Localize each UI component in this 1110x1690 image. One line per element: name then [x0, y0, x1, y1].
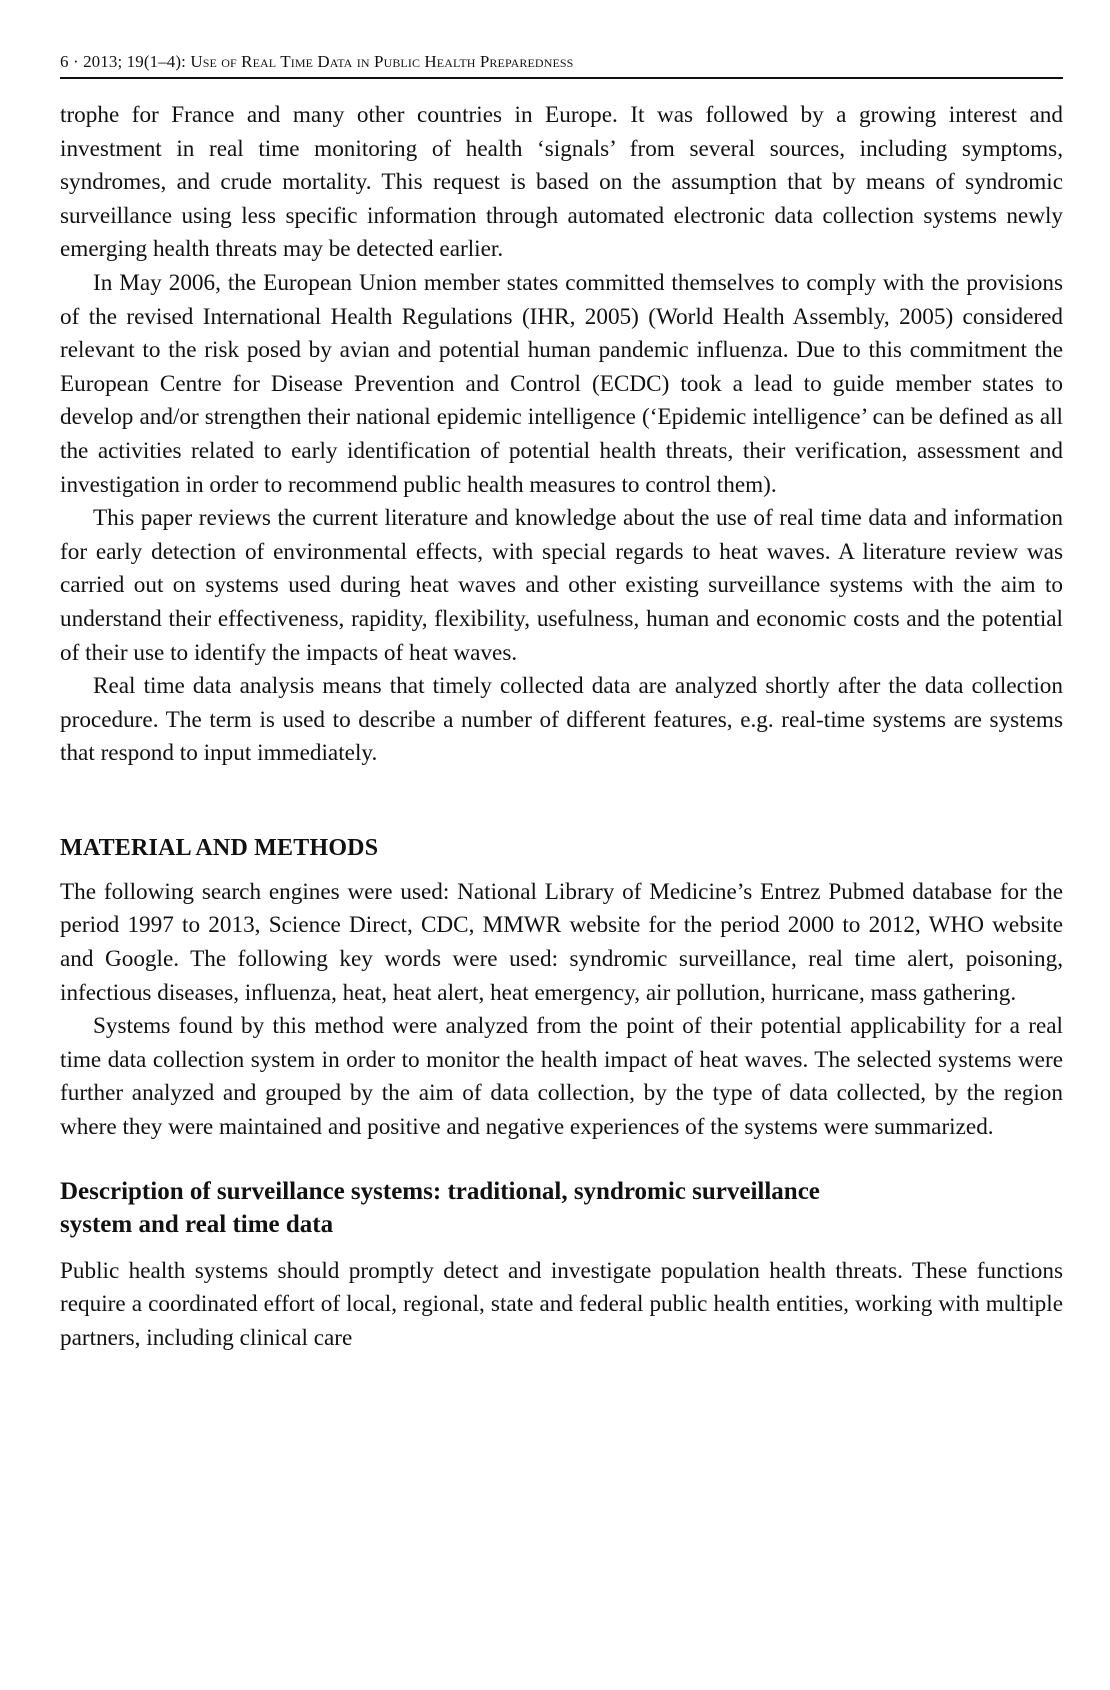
paragraph: The following search engines were used: National Library of Medicine’s Entrez Pubmed database for the period 1997 to 2013, Science Direct, CDC, MMWR website for the period 2000 to 2012, WHO website and Google. The following key words were used: syndromic surveillance, real time alert, poisoning, infectious diseases, influenza, heat, heat alert, heat emergency, air pollution, hurricane, mass gathering. [60, 878, 1063, 1006]
document-page [60, 52, 1063, 1355]
paragraph: This paper reviews the current literature and knowledge about the use of real time data and information for early detection of environmental effects, with special regards to heat waves. A literature review was carried out on systems used during heat waves and other existing surveillance systems with the aim to understand their effectiveness, rapidity, flexibility, usefulness, human and economic costs and the potential of their use to identify the impacts of heat waves. [60, 505, 1063, 666]
paragraph: In May 2006, the European Union member states committed themselves to comply with the provisions of the revised International Health Regulations (IHR, 2005) (World Health Assembly, 2005) considered relevant to the risk posed by avian and potential human pandemic influenza. Due to this commitment the European Centre for Disease Prevention and Control (ECDC) took a lead to guide member states to develop and/or strengthen their national epidemic intelligence (‘Epidemic intelligence’ can be defined as all the activities related to early identification of potential health threats, their verification, assessment and investigation in order to recommend public health measures to control them). [60, 269, 1063, 498]
journal-citation: · 2013; 19(1–4): [68, 52, 191, 71]
paragraph: trophe for France and many other countries in Europe. It was followed by a growing interest and investment in real time monitoring of health ‘signals’ from several sources, including symptoms, syndromes, and crude mortality. This request is based on the assumption that by means of syndromic surveillance using less specific information through automated electronic data collection systems newly emerging health threats may be detected earlier. [60, 102, 1063, 263]
running-title: Use of Real Time Data in Public Health Preparedness [190, 52, 574, 71]
section-heading: MATERIAL AND METHODS [60, 834, 379, 861]
paragraph: Public health systems should promptly detect and investigate population health threats. These functions require a coordinated effort of local, regional, state and federal public health entities, working with multiple partners, including clinical care [60, 1257, 1063, 1351]
paragraph: Real time data analysis means that timely collected data are analyzed shortly after the data collection procedure. The term is used to describe a number of different features, e.g. real-time systems are systems that respond to input immediately. [60, 673, 1063, 767]
subsection-heading: Description of surveillance systems: traditional, syndromic surveillance system and real time data [60, 1177, 820, 1238]
paragraph: Systems found by this method were analyzed from the point of their potential applicability for a real time data collection system in order to monitor the health impact of heat waves. The selected systems were further analyzed and grouped by the aim of data collection, by the type of data collected, by the region where they were maintained and positive and negative experiences of the systems were summarized. [60, 1013, 1063, 1141]
running-header [60, 52, 1063, 79]
body-text [60, 99, 1063, 1355]
page-number: 6 [60, 52, 69, 71]
